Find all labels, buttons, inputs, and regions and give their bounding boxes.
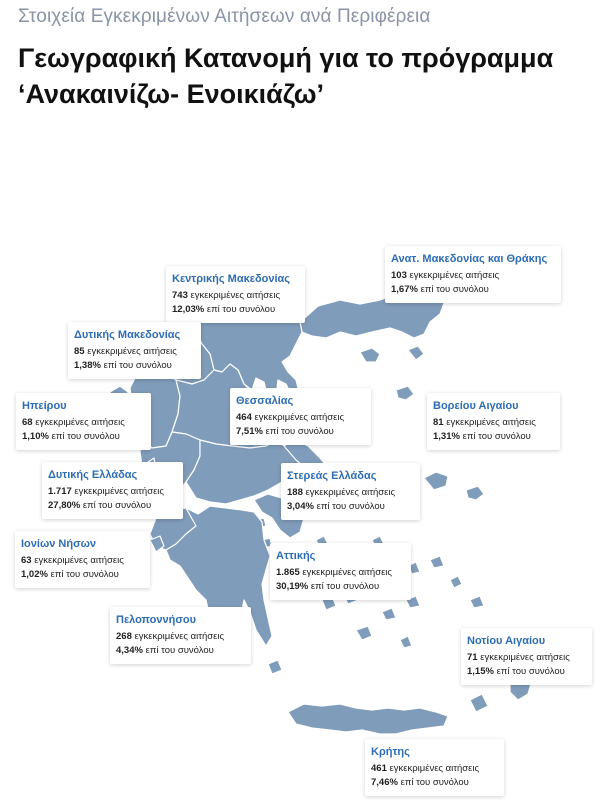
card-dytikis-elladas[interactable] [42,462,183,519]
pct-label: επί του συνόλου [82,500,152,511]
count-label: εγκεκριμένες αιτήσεις [480,652,570,663]
region-name: Ηπείρου [22,400,67,412]
card-ipeirou[interactable] [16,393,151,450]
card-kentrikis-makedonias[interactable] [166,266,305,323]
pct-label: επί του συνόλου [206,304,276,315]
page-subtitle: Στοιχεία Εγκεκριμένων Αιτήσεων ανά Περιφέρεια [18,6,431,27]
pct-label: επί του συνόλου [462,431,531,442]
region-name: Θεσσαλίας [236,395,294,407]
count-value: 188 [287,487,303,498]
region-name: Κεντρικής Μακεδονίας [172,273,291,285]
count-value: 268 [116,631,132,642]
count-label: εγκεκριμένες αιτήσεις [254,412,345,423]
pct-value: 1,31% [433,431,460,442]
count-value: 71 [467,652,478,663]
pct-label: επί του συνόλου [400,777,469,788]
count-label: εγκεκριμένες αιτήσεις [305,487,396,498]
count-value: 103 [391,270,407,281]
pct-label: επί του συνόλου [265,426,334,437]
page-title-line1: Γεωγραφική Κατανομή για το πρόγραμμα [18,43,554,73]
pct-label: επί του συνόλου [496,666,565,677]
region-name: Στερεάς Ελλάδας [287,470,377,482]
pct-value: 30,19% [276,581,309,592]
pct-label: επί του συνόλου [103,360,172,371]
count-value: 68 [22,417,33,428]
region-name: Ανατ. Μακεδονίας και Θράκης [391,253,548,265]
pct-label: επί του συνόλου [420,284,489,295]
pct-value: 1,38% [74,360,101,371]
pct-label: επί του συνόλου [310,581,380,592]
count-value: 85 [74,346,85,357]
pct-value: 4,34% [116,645,143,656]
pct-value: 7,46% [371,777,398,788]
count-label: εγκεκριμένες αιτήσεις [302,567,392,578]
region-name: Κρήτης [371,746,410,758]
pct-value: 12,03% [172,304,205,315]
card-kritis[interactable] [365,739,504,796]
card-peloponnisou[interactable] [110,607,251,664]
pct-label: επί του συνόλου [145,645,214,656]
pct-value: 1,67% [391,284,418,295]
pct-label: επί του συνόλου [316,501,385,512]
card-anat-makedonias[interactable] [385,246,561,303]
pct-value: 7,51% [236,426,263,437]
count-label: εγκεκριμένες αιτήσεις [389,763,480,774]
card-voreiou-aigaiou[interactable] [427,393,560,450]
region-name: Βορείου Αιγαίου [433,400,519,412]
card-notiou-aigaiou[interactable] [461,628,592,685]
count-label: εγκεκριμένες αιτήσεις [35,417,125,428]
pct-label: επί του συνόλου [51,431,120,442]
region-name: Δυτικής Ελλάδας [48,469,138,481]
card-stereas-elladas[interactable] [281,463,420,520]
count-value: 464 [236,412,252,423]
region-shape-kritis [288,704,448,734]
pct-label: επί του συνόλου [50,569,119,580]
region-name: Αττικής [276,550,316,562]
pct-value: 3,04% [287,501,314,512]
count-label: εγκεκριμένες αιτήσεις [190,290,281,301]
page-title-line2: ‘Ανακαινίζω- Ενοικιάζω’ [18,79,325,109]
count-value: 743 [172,290,188,301]
pct-value: 27,80% [48,500,81,511]
count-value: 461 [371,763,387,774]
count-label: εγκεκριμένες αιτήσεις [409,270,500,281]
count-label: εγκεκριμένες αιτήσεις [87,346,177,357]
pct-value: 1,10% [22,431,49,442]
card-attikis[interactable] [270,543,411,600]
region-name: Ιονίων Νήσων [21,538,97,550]
count-label: εγκεκριμένες αιτήσεις [34,555,124,566]
region-name: Πελοποννήσου [116,614,196,626]
region-name: Δυτικής Μακεδονίας [74,329,181,341]
card-ionion-nison[interactable] [15,531,150,588]
region-name: Νοτίου Αιγαίου [467,635,546,647]
count-label: εγκεκριμένες αιτήσεις [134,631,225,642]
count-value: 1.865 [276,567,300,578]
card-thessalias[interactable] [230,388,371,445]
count-value: 63 [21,555,32,566]
count-value: 1.717 [48,486,72,497]
pct-value: 1,02% [21,569,48,580]
count-label: εγκεκριμένες αιτήσεις [446,417,536,428]
pct-value: 1,15% [467,666,494,677]
count-value: 81 [433,417,444,428]
count-label: εγκεκριμένες αιτήσεις [74,486,164,497]
region-shape-voreiou-aigaiou [360,348,380,362]
card-dytikis-makedonias[interactable] [68,322,201,379]
